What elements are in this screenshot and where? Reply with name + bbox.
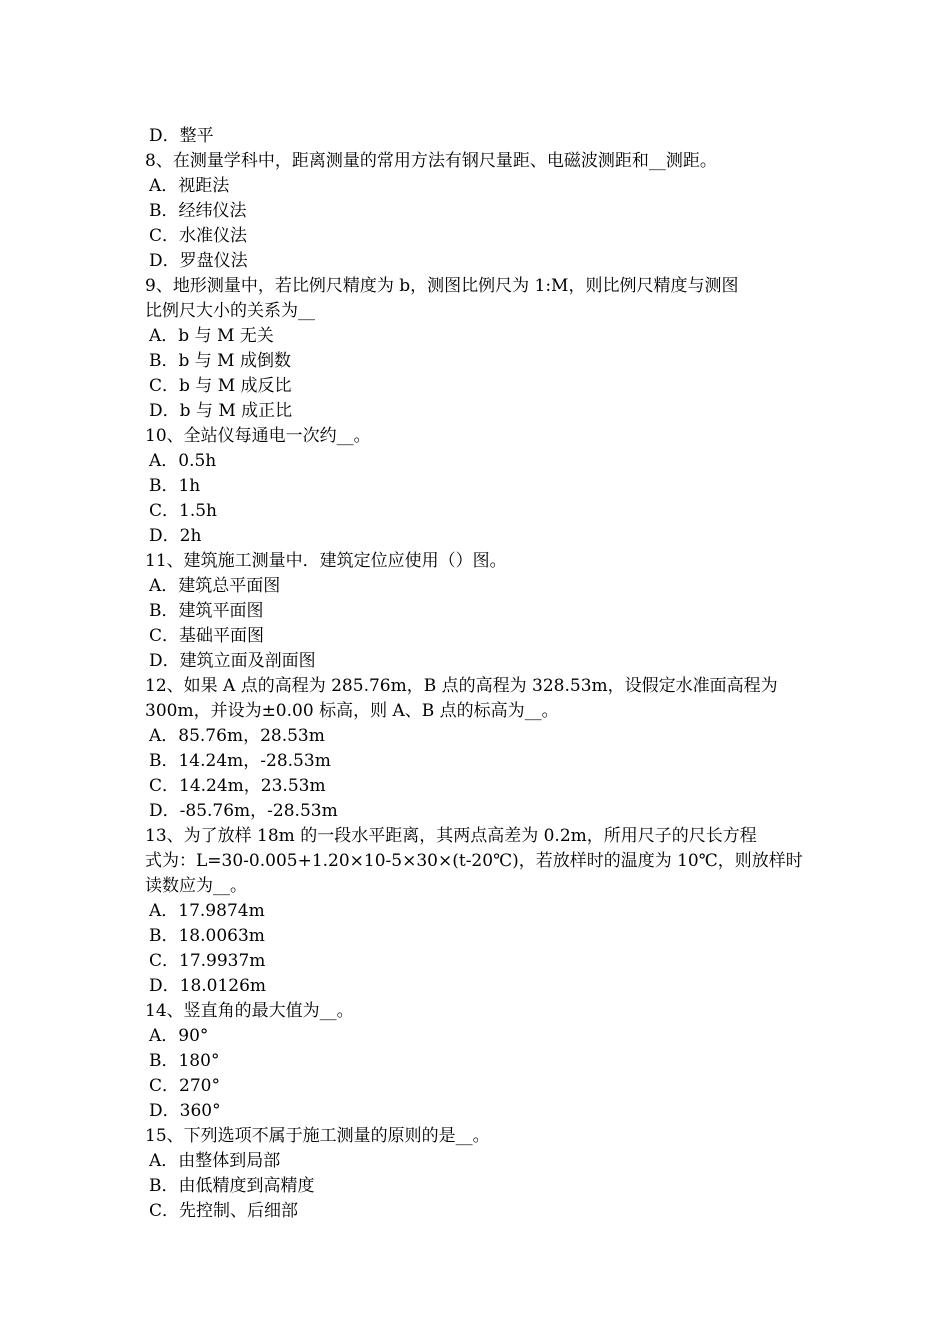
answer-option: D．360°	[149, 1101, 221, 1121]
answer-option: D．b 与 M 成正比	[149, 401, 293, 421]
answer-option: A．0.5h	[149, 451, 217, 471]
answer-option: B．1h	[149, 476, 201, 496]
answer-option: D．整平	[149, 126, 214, 146]
answer-option: A．建筑总平面图	[149, 576, 281, 596]
question-text: 300m，并设为±0.00 标高，则 A、B 点的标高为__。	[145, 701, 559, 721]
answer-option: B．14.24m，-28.53m	[149, 751, 331, 771]
answer-option: B．经纬仪法	[149, 201, 247, 221]
answer-option: C．基础平面图	[149, 626, 265, 646]
answer-option: C．14.24m，23.53m	[149, 776, 326, 796]
answer-option: A．由整体到局部	[149, 1151, 281, 1171]
answer-option: B．180°	[149, 1051, 220, 1071]
answer-option: D．建筑立面及剖面图	[149, 651, 316, 671]
answer-option: A．b 与 M 无关	[149, 326, 274, 346]
answer-option: D．18.0126m	[149, 976, 267, 996]
answer-option: D．罗盘仪法	[149, 251, 248, 271]
answer-option: B．18.0063m	[149, 926, 265, 946]
answer-option: A．视距法	[149, 176, 230, 196]
question-text: 比例尺大小的关系为__	[145, 301, 315, 321]
answer-option: A．90°	[149, 1026, 209, 1046]
question-text: 读数应为__。	[145, 876, 247, 896]
answer-option: B．b 与 M 成倒数	[149, 351, 291, 371]
question-text: 式为：L=30-0.005+1.20×10-5×30×(t-20℃)，若放样时的温度为 10℃，则放样时	[145, 851, 803, 871]
question-text: 15、下列选项不属于施工测量的原则的是__。	[145, 1126, 490, 1146]
answer-option: C．先控制、后细部	[149, 1201, 299, 1221]
answer-option: D．2h	[149, 526, 202, 546]
answer-option: C．b 与 M 成反比	[149, 376, 292, 396]
question-text: 8、在测量学科中，距离测量的常用方法有钢尺量距、电磁波测距和__测距。	[145, 151, 717, 171]
question-text: 13、为了放样 18m 的一段水平距离，其两点高差为 0.2m，所用尺子的尺长方程	[145, 826, 757, 846]
answer-option: C．1.5h	[149, 501, 217, 521]
question-text: 11、建筑施工测量中．建筑定位应使用（）图。	[145, 551, 507, 571]
answer-option: B．建筑平面图	[149, 601, 264, 621]
answer-option: D．-85.76m，-28.53m	[149, 801, 338, 821]
answer-option: C．17.9937m	[149, 951, 266, 971]
question-text: 10、全站仪每通电一次约__。	[145, 426, 371, 446]
answer-option: A．17.9874m	[149, 901, 265, 921]
answer-option: C．270°	[149, 1076, 220, 1096]
answer-option: B．由低精度到高精度	[149, 1176, 315, 1196]
answer-option: C．水准仪法	[149, 226, 248, 246]
document-page	[145, 124, 810, 1224]
answer-option: A．85.76m，28.53m	[149, 726, 325, 746]
question-text: 12、如果 A 点的高程为 285.76m，B 点的高程为 328.53m，设假定水准面高程为	[145, 676, 778, 696]
question-text: 14、竖直角的最大值为__。	[145, 1001, 354, 1021]
question-text: 9、地形测量中，若比例尺精度为 b，测图比例尺为 1:M，则比例尺精度与测图	[145, 276, 739, 296]
